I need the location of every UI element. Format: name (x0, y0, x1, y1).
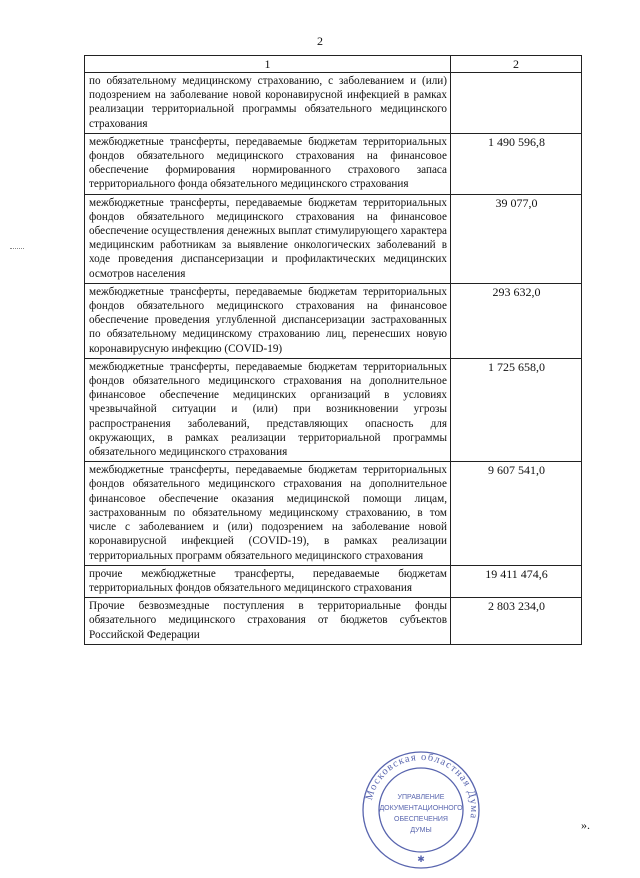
row-description: Прочие безвозмездные поступления в территориальные фонды обязательного медицинского страхования от бюджетов субъектов Российской Федерации (85, 598, 451, 645)
table-row (85, 358, 582, 461)
svg-text:ДУМЫ: ДУМЫ (410, 827, 432, 834)
table-row (85, 598, 582, 645)
row-description: прочие межбюджетные трансферты, передаваемые бюджетам территориальных фондов обязательного медицинского страхования (85, 565, 451, 597)
row-description: межбюджетные трансферты, передаваемые бюджетам территориальных фондов обязательного медицинского страхования на финансовое обеспечение формирования нормированного страхового запаса территориального фонда обязательного медицинского страхования (85, 133, 451, 194)
row-amount: 39 077,0 (451, 194, 582, 283)
table-row (85, 73, 582, 134)
closing-quote-mark: ». (581, 818, 590, 832)
svg-text:ДОКУМЕНТАЦИОННОГО: ДОКУМЕНТАЦИОННОГО (379, 805, 463, 812)
row-description: межбюджетные трансферты, передаваемые бюджетам территориальных фондов обязательного медицинского страхования на финансовое обеспечение осуществления денежных выплат стимулирующего характера медицинским работникам за выявление онкологических заболеваний в ходе проведения диспансеризации и профилактических медицинских осмотров населения (85, 194, 451, 283)
table-row (85, 462, 582, 565)
seal-ring-text: Московская областная Дума (363, 751, 480, 821)
row-amount: 1 725 658,0 (451, 358, 582, 461)
official-seal-stamp (355, 750, 487, 870)
row-amount: 19 411 474,6 (451, 565, 582, 597)
row-amount: 1 490 596,8 (451, 133, 582, 194)
row-amount: 2 803 234,0 (451, 598, 582, 645)
page-number: 2 (317, 34, 323, 48)
budget-table (84, 55, 582, 645)
table-row (85, 565, 582, 597)
column-header-2: 2 (451, 56, 582, 73)
row-description: по обязательному медицинскому страхованию, с заболеванием и (или) подозрением на заболевание новой коронавирусной инфекцией в рамках реализации территориальной программы обязательного медицинского страхования (85, 73, 451, 134)
row-amount (451, 73, 582, 134)
row-description: межбюджетные трансферты, передаваемые бюджетам территориальных фондов обязательного медицинского страхования на финансовое обеспечение проведения углубленной диспансеризации застрахованных по обязательному медицинскому страхованию лиц, перенесших новую коронавирусную инфекцию (COVID-19) (85, 283, 451, 358)
table-row (85, 194, 582, 283)
column-header-1: 1 (85, 56, 451, 73)
row-amount: 9 607 541,0 (451, 462, 582, 565)
svg-text:ОБЕСПЕЧЕНИЯ: ОБЕСПЕЧЕНИЯ (394, 816, 448, 823)
margin-mark (10, 248, 24, 250)
row-description: межбюджетные трансферты, передаваемые бюджетам территориальных фондов обязательного медицинского страхования на дополнительное финансовое обеспечение медицинских организаций в условиях чрезвычайной ситуации и (или) при возникновении угрозы распространения заболеваний, представляющих опасность для окружающих, в рамках реализации территориальной программы обязательного медицинского страхования (85, 358, 451, 461)
row-amount: 293 632,0 (451, 283, 582, 358)
seal-star-glyph: ✱ (417, 854, 425, 864)
seal-inner-text (379, 794, 463, 834)
table-row (85, 133, 582, 194)
table-row (85, 283, 582, 358)
table-header-row (85, 56, 582, 73)
row-description: межбюджетные трансферты, передаваемые бюджетам территориальных фондов обязательного медицинского страхования на дополнительное финансовое обеспечение оказания медицинской помощи лицам, застрахованным по обязательному медицинскому страхованию, в том числе с заболеванием и (или) подозрением на заболевание новой коронавирусной инфекцией (COVID-19), в рамках реализации территориальных программ обязательного медицинского страхования (85, 462, 451, 565)
svg-text:УПРАВЛЕНИЕ: УПРАВЛЕНИЕ (397, 794, 445, 801)
